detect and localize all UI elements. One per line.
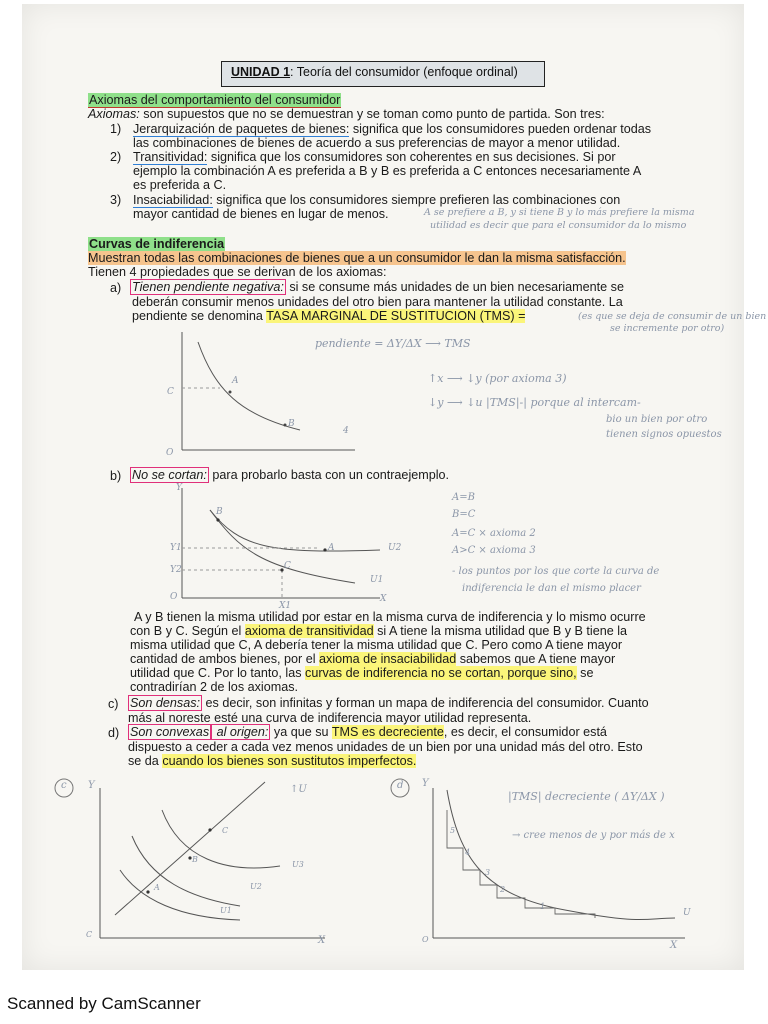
- chart-b-no-cross: [170, 488, 400, 608]
- prop-a-label: a): [110, 281, 122, 295]
- expl-no-cortan: curvas de indiferencia no se cortan, porque sino,: [305, 666, 577, 680]
- chart-b-label-x1: X1: [279, 601, 292, 611]
- chart-a-x-tick: 4: [343, 426, 349, 436]
- expl-line-2b: si A tiene la misma utilidad que B y B tiene la: [373, 624, 628, 638]
- chart-c-point-a-label: A: [154, 883, 160, 892]
- chart-b-label-y1: Y1: [170, 543, 182, 553]
- chart-b-y-axis-label: Y: [176, 483, 182, 493]
- unit-label: UNIDAD 1: [231, 65, 291, 79]
- chart-d-step-4: 4: [465, 848, 471, 857]
- chart-d-u-label: U: [683, 908, 691, 918]
- prop-d-label: d): [108, 726, 120, 740]
- expl-line-3: misma utilidad que C, A debería tener la misma utilidad que C. Pero como A tiene mayor: [130, 638, 623, 652]
- chart-d-steps: [447, 810, 595, 918]
- chart-b-label-u1: U1: [370, 575, 384, 585]
- axiom-2-line3: es preferida a C.: [133, 178, 227, 192]
- axiomas-intro: [88, 107, 605, 122]
- handnote-pendiente: pendiente = ΔY/ΔX ⟶ TMS: [315, 337, 471, 350]
- expl-line-1: A y B tienen la misma utilidad por estar en la misma curva de indiferencia y lo mismo ocurre: [134, 610, 646, 624]
- prop-d-line1: [128, 725, 607, 740]
- handnote-b-4: A>C × axioma 3: [452, 545, 536, 556]
- handnote-b-3: A=C × axioma 2: [452, 528, 536, 539]
- chart-a-point-a: [229, 391, 232, 394]
- chart-b-label-u2: U2: [388, 543, 402, 553]
- prop-b-text: para probarlo basta con un contraejemplo.: [208, 468, 450, 482]
- prop-a-term: Tienen pendiente negativa:: [132, 280, 284, 294]
- handnote-axiom-1: A se prefiere a B, y si tiene B y lo más prefiere la misma: [424, 207, 695, 218]
- chart-b-label-c: C: [284, 561, 291, 571]
- handnote-tms-decreciente: |TMS| decreciente ( ΔY/ΔX ): [508, 790, 665, 803]
- axiom-3-term: Insaciabilidad:: [133, 193, 213, 207]
- chart-a-origin: O: [166, 448, 174, 458]
- axiom-3-line1: [133, 193, 620, 208]
- chart-c-u1: U1: [220, 906, 232, 915]
- expl-line-6: contradirían 2 de los axiomas.: [130, 680, 299, 694]
- handnote-arrow-1: ↑x ⟶ ↓y (por axioma 3): [428, 372, 567, 385]
- chart-d-circle-label: d: [397, 780, 404, 791]
- prop-b-line1: [130, 468, 449, 483]
- chart-c-point-a: [146, 890, 149, 893]
- chart-c-y-label: Y: [88, 780, 95, 791]
- axiom-3-num: 3): [110, 193, 122, 207]
- axiom-2-text: significa que los consumidores son coherentes en sus decisiones. Si por: [207, 150, 616, 164]
- expl-transitividad: axioma de transitividad: [244, 624, 374, 638]
- chart-b-origin: O: [170, 592, 178, 602]
- handnote-axiom-2: utilidad es decir que para el consumidor da lo mismo: [430, 220, 687, 231]
- chart-c-u3: U3: [292, 860, 304, 869]
- prop-d-tms: TMS: [331, 725, 359, 739]
- curvas-def-line2: Tienen 4 propiedades que se derivan de los axiomas:: [88, 265, 387, 279]
- prop-c-line2: más al noreste esté una curva de indiferencia mayor utilidad representa.: [128, 711, 532, 725]
- chart-c-origin: C: [86, 930, 93, 939]
- prop-d-sustitutos: cuando los bienes son sustitutos imperfectos.: [162, 754, 417, 768]
- chart-a-curve: [198, 342, 300, 430]
- prop-d-line2: dispuesto a ceder a cada vez menos unidades de un bien por una unidad más del otro. Esto: [128, 740, 643, 754]
- prop-d-line3-a: se da: [128, 754, 163, 768]
- chart-b-label-b: B: [216, 507, 223, 517]
- handnote-b-2: B=C: [452, 509, 476, 520]
- chart-d-y-label: Y: [422, 778, 429, 789]
- chart-c-arrow-label: ↑U: [290, 784, 307, 795]
- handnote-arrow-2: ↓y ⟶ ↓u |TMS|-| porque al intercam-: [428, 396, 641, 409]
- prop-c-line1: [128, 696, 649, 711]
- chart-b-point-a: [323, 548, 326, 551]
- expl-line-5a: utilidad que C. Por lo tanto, las: [130, 666, 306, 680]
- axiom-2-line2: ejemplo la combinación A es preferida a B y B es preferida a C entonces necesariamente A: [133, 164, 642, 178]
- chart-c-point-b-label: B: [192, 855, 198, 864]
- chart-c-x-label: X: [318, 935, 326, 946]
- prop-c-term: Son densas:: [130, 696, 201, 710]
- prop-a-line3: [132, 309, 525, 324]
- prop-d-text-c: , es decir, el consumidor está: [443, 725, 607, 739]
- page-title: [231, 65, 518, 79]
- handnote-arrow-3: bio un bien por otro: [606, 414, 708, 425]
- axiom-1-term: Jerarquización de paquetes de bienes:: [133, 122, 350, 136]
- axiom-1-line2: las combinaciones de bienes de acuerdo a sus preferencias de mayor a menor utilidad.: [133, 136, 621, 150]
- expl-line-4b: sabemos que A tiene mayor: [456, 652, 616, 666]
- chart-c-curve-u1: [132, 836, 240, 906]
- chart-d-step-3: 3: [485, 868, 491, 877]
- expl-line-4a: cantidad de ambos bienes, por el: [130, 652, 320, 666]
- expl-line-5: [130, 666, 593, 681]
- chart-a-label-b: B: [288, 419, 295, 429]
- chart-c-curve-u2: [162, 810, 280, 868]
- prop-d-term-1: Son convexas: [130, 725, 210, 739]
- prop-a-line2: deberán consumir menos unidades del otro bien para mantener la utilidad constante. La: [132, 295, 623, 309]
- prop-b-label: b): [110, 469, 122, 483]
- prop-d-term-2: al origen:: [213, 725, 269, 739]
- chart-d-curve: [447, 790, 675, 920]
- axiomas-heading-text: Axiomas del comportamiento del consumidor: [89, 93, 341, 107]
- chart-d-step-1: 1: [540, 902, 546, 911]
- unit-title: : Teoría del consumidor (enfoque ordinal): [290, 65, 518, 79]
- expl-line-5b: se: [576, 666, 594, 680]
- prop-d-decreciente: es decreciente: [358, 725, 444, 739]
- prop-a-line1: [130, 280, 624, 295]
- chart-d-step-2: 2: [500, 885, 506, 894]
- chart-c-point-c: [208, 828, 211, 831]
- prop-a-text: si se consume más unidades de un bien necesariamente se: [285, 280, 624, 294]
- axiom-2-line1: [133, 150, 616, 165]
- chart-d-step-5: 5: [450, 826, 456, 835]
- chart-a-point-b: [284, 424, 287, 427]
- expl-line-2a: con B y C. Según el: [130, 624, 245, 638]
- chart-b-curve-u2: [210, 510, 380, 551]
- axiom-3-text: significa que los consumidores siempre prefieren las combinaciones con: [212, 193, 621, 207]
- axiomas-heading: [88, 93, 341, 108]
- handnote-tms-decreciente-2: → cree menos de y por más de x: [512, 830, 675, 841]
- chart-a-label-a: A: [232, 376, 239, 386]
- expl-insaciabilidad: axioma de insaciabilidad: [319, 652, 457, 666]
- handnote-b-6: indiferencia le dan el mismo placer: [462, 583, 641, 594]
- chart-b-point-b: [216, 518, 219, 521]
- prop-d-text-a: ya que su: [270, 725, 332, 739]
- axiom-1-text: significa que los consumidores pueden ordenar todas: [349, 122, 652, 136]
- handnote-tms-2: se incremente por otro): [610, 323, 725, 334]
- chart-a-y-tick: C: [167, 387, 174, 397]
- chart-c-circle-label: c: [61, 780, 67, 791]
- footer-watermark: Scanned by CamScanner: [7, 994, 201, 1013]
- prop-d-line3: [128, 754, 416, 769]
- axiom-2-num: 2): [110, 150, 122, 164]
- chart-b-x-axis-label: X: [380, 594, 387, 604]
- curvas-heading-text: Curvas de indiferencia: [89, 237, 225, 251]
- axiom-1-num: 1): [110, 122, 122, 136]
- curvas-def-line1: [88, 251, 626, 266]
- prop-c-text: es decir, son infinitas y forman un mapa de indiferencia del consumidor. Cuanto: [202, 696, 649, 710]
- prop-b-term: No se cortan:: [132, 468, 207, 482]
- handnote-arrow-4: tienen signos opuestos: [606, 429, 722, 440]
- handnote-tms-1: (es que se deja de consumir de un bien: [578, 311, 767, 322]
- axiomas-intro-text: son supuestos que no se demuestran y se toman como punto de partida. Son tres:: [139, 107, 605, 121]
- chart-c-point-c-label: C: [222, 826, 229, 835]
- expl-line-2: [130, 624, 627, 639]
- axiom-2-term: Transitividad:: [133, 150, 208, 164]
- axiom-1-line1: [133, 122, 651, 137]
- curvas-heading: [88, 237, 225, 252]
- chart-d-origin: O: [422, 935, 429, 944]
- handnote-b-1: A=B: [452, 492, 475, 503]
- chart-c-u2: U2: [250, 882, 262, 891]
- chart-b-label-y2: Y2: [170, 565, 182, 575]
- axiom-3-line2: mayor cantidad de bienes en lugar de menos.: [133, 207, 389, 221]
- curvas-def-text: Muestran todas las combinaciones de bienes que a un consumidor le dan la misma satisfacción.: [88, 251, 626, 265]
- prop-a-line3-text: pendiente se denomina: [132, 309, 267, 323]
- handnote-b-5: - los puntos por los que corte la curva de: [452, 566, 660, 577]
- axiomas-intro-term: Axiomas:: [88, 107, 140, 121]
- chart-c-dense-map: [40, 770, 360, 950]
- expl-line-4: [130, 652, 615, 667]
- chart-b-label-a: A: [328, 543, 335, 553]
- prop-c-label: c): [108, 697, 119, 711]
- chart-d-x-label: X: [670, 940, 678, 951]
- tms-highlight: TASA MARGINAL DE SUSTITUCION (TMS) =: [266, 309, 526, 323]
